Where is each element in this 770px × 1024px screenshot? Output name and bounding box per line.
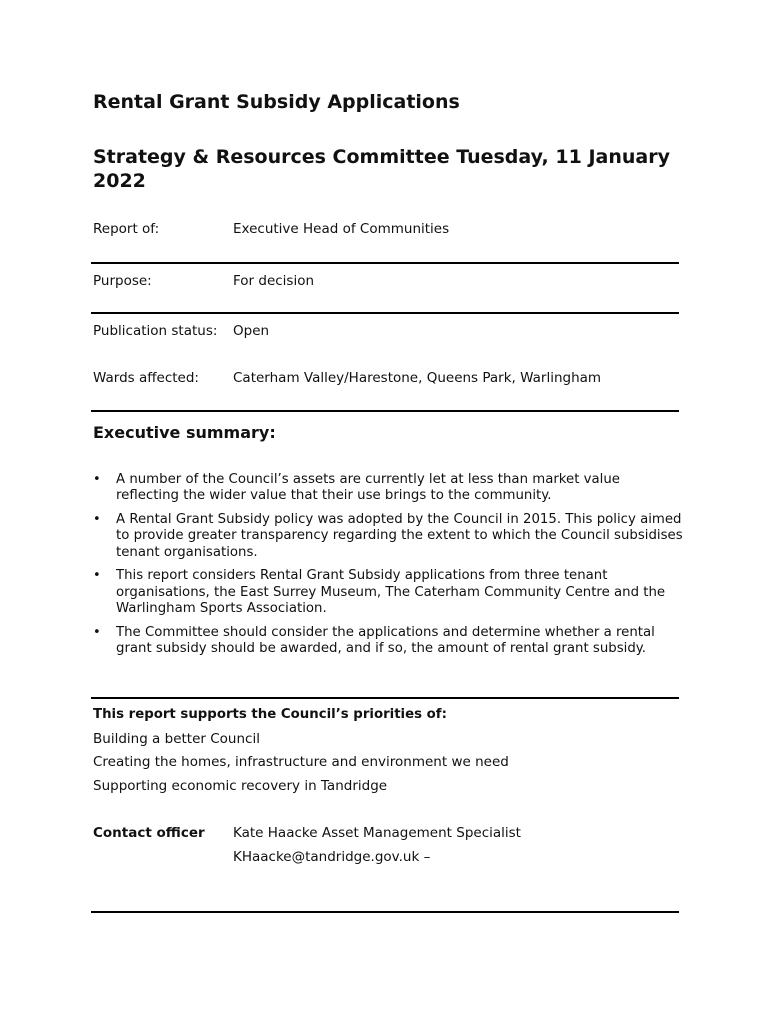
document-title: Rental Grant Subsidy Applications	[93, 91, 460, 113]
purpose-label: Purpose:	[93, 273, 152, 289]
priority-item: Building a better Council	[93, 731, 260, 747]
bullet-icon: •	[93, 472, 101, 487]
divider	[91, 410, 679, 412]
priorities-heading: This report supports the Council’s priorities of:	[93, 707, 447, 722]
meeting-heading: Strategy & Resources Committee Tuesday, 11 January 2022	[93, 146, 670, 192]
contact-officer-label: Contact officer	[93, 825, 205, 841]
divider	[91, 911, 679, 913]
wards-affected-value: Caterham Valley/Harestone, Queens Park, Warlingham	[233, 370, 602, 386]
wards-affected-label: Wards affected:	[93, 370, 199, 386]
bullet-icon: •	[93, 568, 101, 584]
list-item-text: A number of the Council’s assets are currently let at less than market value reflecting the wider value that their use brings to the community.	[116, 472, 620, 504]
contact-officer-name: Kate Haacke Asset Management Specialist	[233, 825, 521, 841]
list-item	[93, 512, 683, 561]
contact-officer-email: KHaacke@tandridge.gov.uk –	[233, 849, 431, 865]
divider	[91, 262, 679, 264]
purpose-value: For decision	[233, 273, 315, 289]
list-item-text: The Committee should consider the applications and determine whether a rental grant subsidy should be awarded, and if so, the amount of rental grant subsidy.	[116, 624, 655, 657]
list-item-text: This report considers Rental Grant Subsidy applications from three tenant organisations, the East Surrey Museum, The Caterham Community Centre and the Warlingham Sports Association.	[116, 568, 666, 617]
list-item	[93, 625, 683, 658]
divider	[91, 312, 679, 314]
list-item	[93, 568, 683, 617]
list-item	[93, 472, 683, 505]
priority-item: Supporting economic recovery in Tandridge	[93, 778, 388, 794]
list-item-text: A Rental Grant Subsidy policy was adopted by the Council in 2015. This policy aimed to provide greater transparency regarding the extent to which the Council subsidises tenant organisations.	[116, 512, 683, 560]
executive-summary-heading: Executive summary:	[93, 423, 276, 442]
publication-status-value: Open	[233, 323, 270, 339]
divider	[91, 697, 679, 699]
report-of-value: Executive Head of Communities	[233, 221, 450, 237]
bullet-icon: •	[93, 512, 101, 528]
executive-summary-list	[93, 472, 683, 665]
report-of-label: Report of:	[93, 221, 160, 237]
priority-item: Creating the homes, infrastructure and environment we need	[93, 754, 509, 770]
publication-status-label: Publication status:	[93, 323, 218, 339]
bullet-icon: •	[93, 624, 101, 640]
